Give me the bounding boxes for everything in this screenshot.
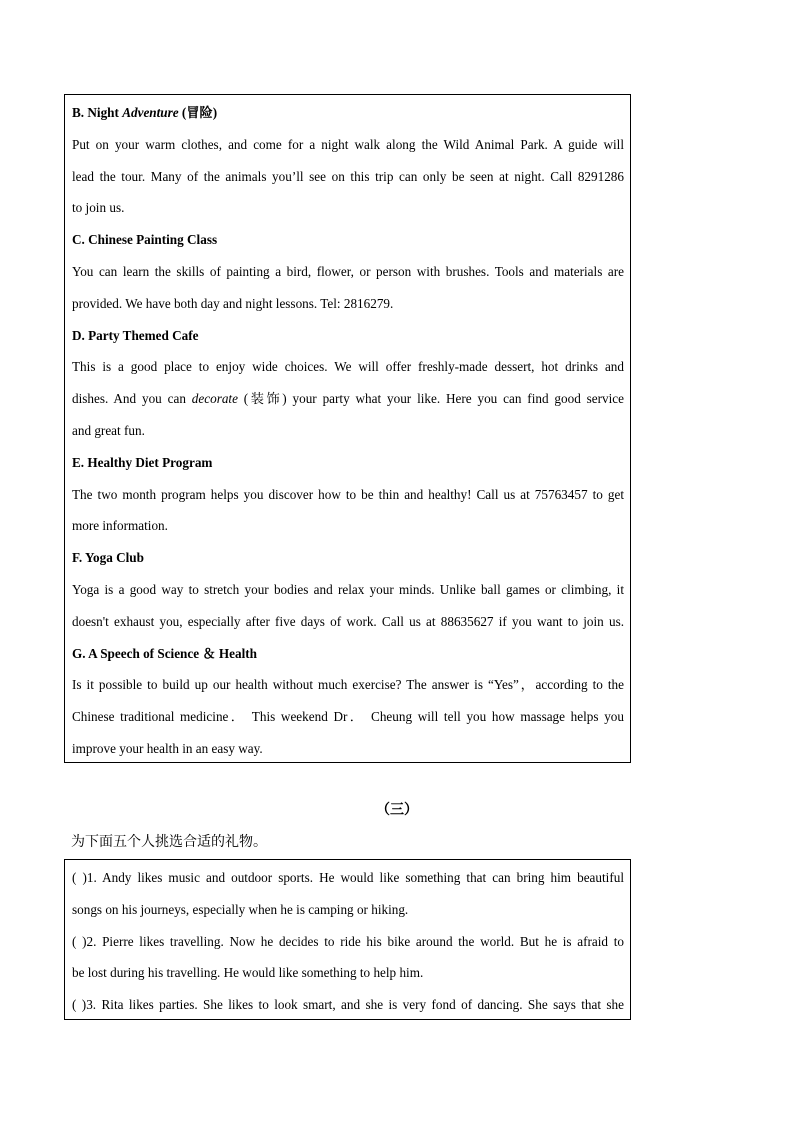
question-line-4: be lost during his travelling. He would like something to help him.	[72, 965, 424, 981]
section-title: （三）	[376, 803, 418, 818]
ad-e-line-2: more information.	[72, 518, 168, 534]
ad-g-line-3: improve your health in an easy way.	[72, 740, 263, 756]
ad-e-line-1: The two month program helps you discover how to be thin and healthy! Call us at 75763457 to get	[72, 486, 624, 502]
ad-d-line-2-em: decorate	[191, 391, 238, 407]
question-line-2: songs on his journeys, especially when he is camping or hiking.	[72, 901, 409, 917]
ads-box	[64, 94, 631, 763]
ad-d-line-2-pre: dishes. And you can	[72, 391, 192, 407]
ad-d-line-2-post: (装饰) your party what your like. Here you can find good service	[237, 391, 624, 407]
ad-c-line-2: provided. We have both day and night lessons. Tel: 2816279.	[72, 295, 394, 311]
ad-d-title: D. Party Themed Cafe	[72, 327, 199, 343]
ad-d-line-3: and great fun.	[72, 422, 145, 438]
question-line-3: ( )2. Pierre likes travelling. Now he decides to ride his bike around the world. But he is afraid to	[72, 933, 624, 949]
ad-b-title-post: (冒险)	[178, 105, 218, 120]
ad-f-line-1: Yoga is a good way to stretch your bodies and relax your minds. Unlike ball games or climbing, it	[72, 581, 624, 597]
ad-g-line-2: Chinese traditional medicine． This weekend Dr． Cheung will tell you how massage helps you	[72, 709, 624, 725]
ad-b-line-2: lead the tour. Many of the animals you’ll see on this trip can only be seen at night. Call 8291286	[72, 168, 624, 184]
ad-f-line-2: doesn't exhaust you, especially after five days of work. Call us at 88635627 if you want to join us.	[72, 613, 624, 629]
ad-f-title: F. Yoga Club	[72, 550, 144, 566]
ad-d-line-1: This is a good place to enjoy wide choices. We will offer freshly-made dessert, hot drinks and	[72, 359, 624, 375]
ad-c-title: C. Chinese Painting Class	[72, 232, 218, 248]
question-line-1: ( )1. Andy likes music and outdoor sports. He would like something that can bring him beautiful	[72, 870, 624, 885]
ad-c-line-1: You can learn the skills of painting a bird, flower, or person with brushes. Tools and materials are	[72, 263, 624, 279]
section-instruction: 为下面五个人挑选合适的礼物。	[71, 835, 267, 850]
ad-g-line-1: Is it possible to build up our health without much exercise? The answer is “Yes”，according to the	[72, 677, 624, 693]
ad-b-title-em: Adventure	[122, 105, 179, 120]
questions-box	[64, 859, 631, 1020]
ad-b-line-1: Put on your warm clothes, and come for a night walk along the Wild Animal Park. A guide will	[72, 136, 624, 152]
ad-d-line-2	[72, 383, 624, 415]
ad-e-title: E. Healthy Diet Program	[72, 454, 213, 470]
ad-b-line-3: to join us.	[72, 200, 125, 216]
question-line-5: ( )3. Rita likes parties. She likes to look smart, and she is very fond of dancing. She says that she	[72, 997, 624, 1013]
ad-b-title-pre: B. Night	[72, 105, 123, 120]
ad-g-title: G. A Speech of Science ＆ Health	[72, 645, 257, 661]
ad-b-title	[72, 97, 624, 129]
